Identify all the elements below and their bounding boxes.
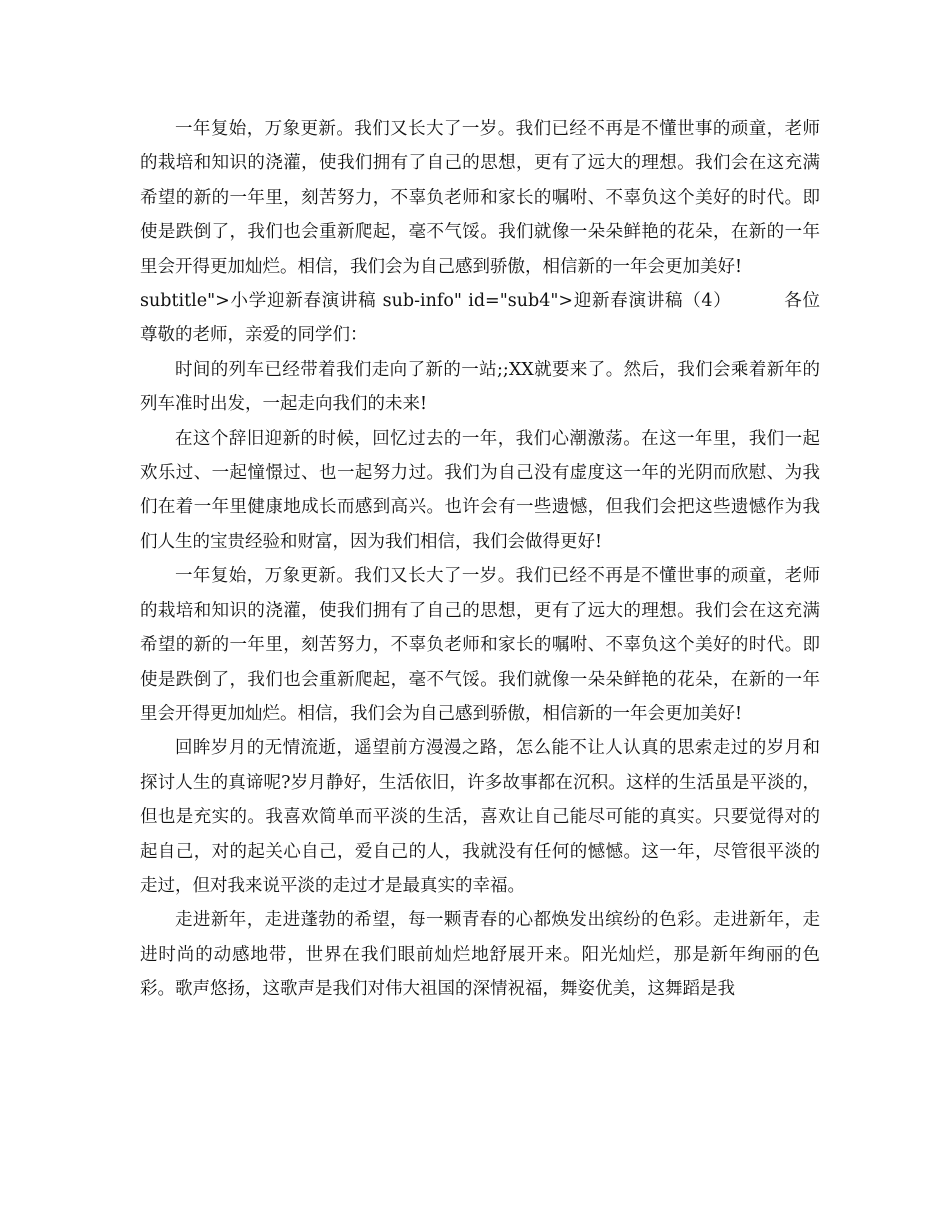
subtitle-raw-text: subtitle">小学迎新春演讲稿 sub-info" id="sub4">迎新春演讲稿（4） (140, 291, 732, 312)
paragraph-4: 一年复始，万象更新。我们又长大了一岁。我们已经不再是不懂世事的顽童，老师的栽培和知识的浇灌，使我们拥有了自己的思想，更有了远大的理想。我们会在这充满希望的新的一年里，刻苦努力，不辜负老师和家长的嘱咐、不辜负这个美好的时代。即使是跌倒了，我们也会重新爬起，毫不气馁。我们就像一朵朵鲜艳的花朵，在新的一年里会开得更加灿烂。相信，我们会为自己感到骄傲，相信新的一年会更加美好! (140, 566, 820, 724)
paragraph-5: 回眸岁月的无情流逝，遥望前方漫漫之路，怎么能不让人认真的思索走过的岁月和探讨人生的真谛呢?岁月静好，生活依旧，许多故事都在沉积。这样的生活虽是平淡的，但也是充实的。我喜欢简单而平淡的生活，喜欢让自己能尽可能的真实。只要觉得对的起自己，对的起关心自己，爱自己的人，我就没有任何的憾憾。这一年，尽管很平淡的走过，但对我来说平淡的走过才是最真实的幸福。 (140, 738, 820, 896)
greeting-text: 各位尊敬的老师，亲爱的同学们： (140, 291, 820, 346)
paragraph-1: 一年复始，万象更新。我们又长大了一岁。我们已经不再是不懂世事的顽童，老师的栽培和知识的浇灌，使我们拥有了自己的思想，更有了远大的理想。我们会在这充满希望的新的一年里，刻苦努力，不辜负老师和家长的嘱咐、不辜负这个美好的时代。即使是跌倒了，我们也会重新爬起，毫不气馁。我们就像一朵朵鲜艳的花朵，在新的一年里会开得更加灿烂。相信，我们会为自己感到骄傲，相信新的一年会更加美好! (140, 119, 820, 277)
paragraph-3: 在这个辞旧迎新的时候，回忆过去的一年，我们心潮激荡。在这一年里，我们一起欢乐过、一起憧憬过、也一起努力过。我们为自己没有虚度这一年的光阴而欣慰、为我们在着一年里健康地成长而感到高兴。也许会有一些遗憾，但我们会把这些遗憾作为我们人生的宝贵经验和财富，因为我们相信，我们会做得更好! (140, 428, 820, 552)
document-page (140, 112, 820, 1007)
paragraph-2: 时间的列车已经带着我们走向了新的一站;;XX就要来了。然后，我们会乘着新年的列车准时出发，一起走向我们的未来! (140, 359, 820, 415)
subtitle-line (140, 284, 820, 353)
paragraph-6: 走进新年，走进蓬勃的希望，每一颗青春的心都焕发出缤纷的色彩。走进新年，走进时尚的动感地带，世界在我们眼前灿烂地舒展开来。阳光灿烂，那是新年绚丽的色彩。歌声悠扬，这歌声是我们对伟大祖国的深情祝福，舞姿优美，这舞蹈是我 (140, 910, 820, 1000)
